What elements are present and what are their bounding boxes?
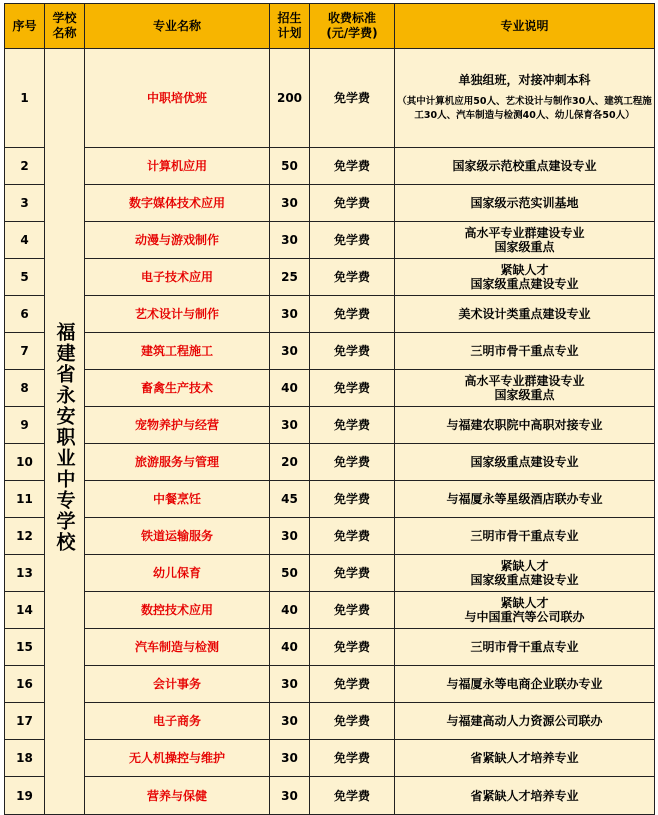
row-number: 3: [5, 185, 45, 222]
row-number: 15: [5, 629, 45, 666]
table-row: [5, 703, 655, 740]
description-line: 国家级示范实训基地: [470, 196, 579, 210]
header-school-line2: 名称: [52, 26, 77, 40]
header-no: 序号: [5, 4, 45, 49]
description-line: 与福建农职院中高职对接专业: [446, 418, 603, 432]
major-name: 汽车制造与检测: [85, 629, 270, 666]
major-description: [395, 444, 655, 481]
tuition-fee: 免学费: [310, 666, 395, 703]
table-row: [5, 259, 655, 296]
row-number: 7: [5, 333, 45, 370]
major-description: [395, 481, 655, 518]
row-number: 11: [5, 481, 45, 518]
major-description: [395, 185, 655, 222]
table-row: [5, 185, 655, 222]
header-school: [45, 4, 85, 49]
description-line: 省紧缺人才培养专业: [470, 751, 579, 765]
row-number: 16: [5, 666, 45, 703]
major-description: [395, 629, 655, 666]
tuition-fee: 免学费: [310, 49, 395, 148]
major-name: 中餐烹饪: [85, 481, 270, 518]
major-description: [395, 703, 655, 740]
major-name: 电子商务: [85, 703, 270, 740]
description-line: 国家级重点建设专业: [470, 455, 579, 469]
enrollment-quota: 40: [270, 629, 310, 666]
major-name: 会计事务: [85, 666, 270, 703]
major-description: [395, 222, 655, 259]
description-line: 美术设计类重点建设专业: [458, 307, 591, 321]
major-name: 幼儿保育: [85, 555, 270, 592]
header-desc: 专业说明: [395, 4, 655, 49]
header-major: 专业名称: [85, 4, 270, 49]
major-description: [395, 777, 655, 815]
header-quota-line1: 招生: [277, 11, 302, 25]
enrollment-quota: 20: [270, 444, 310, 481]
table-body: [5, 49, 655, 815]
table-row: [5, 333, 655, 370]
major-description: [395, 666, 655, 703]
table-row: [5, 629, 655, 666]
row-number: 12: [5, 518, 45, 555]
header-row: [5, 4, 655, 49]
tuition-fee: 免学费: [310, 629, 395, 666]
tuition-fee: 免学费: [310, 703, 395, 740]
school-name: 福建省永安职业中专学校: [45, 49, 85, 815]
table-row: [5, 148, 655, 185]
header-quota: [270, 4, 310, 49]
major-name: 旅游服务与管理: [85, 444, 270, 481]
table-row: [5, 370, 655, 407]
major-description: [395, 518, 655, 555]
table-row: [5, 740, 655, 777]
row-number: 2: [5, 148, 45, 185]
tuition-fee: 免学费: [310, 259, 395, 296]
description-line: 高水平专业群建设专业: [464, 226, 585, 240]
enrollment-quota: 30: [270, 333, 310, 370]
description-line: 单独组班，对接冲刺本科: [458, 73, 591, 87]
description-note: （其中计算机应用50人、艺术设计与制作30人、建筑工程施工30人、汽车制造与检测40人、幼儿保育各50人）: [397, 96, 652, 121]
description-line: 国家级示范校重点建设专业: [452, 159, 597, 173]
description-line: 国家级重点建设专业: [470, 573, 579, 587]
table-row: [5, 777, 655, 815]
description-line: 紧缺人才: [500, 559, 549, 573]
table-row: [5, 296, 655, 333]
enrollment-quota: 30: [270, 222, 310, 259]
tuition-fee: 免学费: [310, 444, 395, 481]
enrollment-quota: 200: [270, 49, 310, 148]
tuition-fee: 免学费: [310, 370, 395, 407]
table-row: [5, 481, 655, 518]
major-name: 计算机应用: [85, 148, 270, 185]
enrollment-quota: 30: [270, 703, 310, 740]
enrollment-quota: 30: [270, 185, 310, 222]
major-name: 中职培优班: [85, 49, 270, 148]
description-line: 与福厦永等电商企业联办专业: [446, 677, 603, 691]
header-fee-line2: (元/学费): [326, 26, 378, 40]
major-description: [395, 555, 655, 592]
row-number: 18: [5, 740, 45, 777]
row-number: 17: [5, 703, 45, 740]
enrollment-quota: 30: [270, 777, 310, 815]
description-line: 三明市骨干重点专业: [470, 640, 579, 654]
major-name: 建筑工程施工: [85, 333, 270, 370]
tuition-fee: 免学费: [310, 333, 395, 370]
major-name: 动漫与游戏制作: [85, 222, 270, 259]
table-container: [4, 3, 655, 815]
major-description: [395, 296, 655, 333]
table-row: [5, 555, 655, 592]
tuition-fee: 免学费: [310, 555, 395, 592]
table-row: [5, 49, 655, 148]
major-name: 宠物养护与经营: [85, 407, 270, 444]
table-row: [5, 592, 655, 629]
description-line: 三明市骨干重点专业: [470, 529, 579, 543]
major-description: [395, 259, 655, 296]
enrollment-quota: 40: [270, 370, 310, 407]
description-line: 紧缺人才: [500, 596, 549, 610]
major-name: 无人机操控与维护: [85, 740, 270, 777]
enrollment-quota: 30: [270, 518, 310, 555]
major-name: 铁道运输服务: [85, 518, 270, 555]
description-line: 紧缺人才: [500, 263, 549, 277]
header-fee: [310, 4, 395, 49]
major-description: [395, 740, 655, 777]
major-name: 数控技术应用: [85, 592, 270, 629]
enrollment-quota: 50: [270, 148, 310, 185]
header-school-line1: 学校: [52, 11, 77, 25]
header-fee-line1: 收费标准: [327, 11, 376, 25]
tuition-fee: 免学费: [310, 296, 395, 333]
tuition-fee: 免学费: [310, 592, 395, 629]
description-line: 与福建高动人力资源公司联办: [446, 714, 603, 728]
major-name: 艺术设计与制作: [85, 296, 270, 333]
row-number: 1: [5, 49, 45, 148]
description-line: 高水平专业群建设专业: [464, 374, 585, 388]
row-number: 5: [5, 259, 45, 296]
major-description: [395, 592, 655, 629]
enrollment-quota: 25: [270, 259, 310, 296]
tuition-fee: 免学费: [310, 481, 395, 518]
enrollment-quota: 30: [270, 296, 310, 333]
enrollment-quota: 50: [270, 555, 310, 592]
row-number: 6: [5, 296, 45, 333]
description-line: 省紧缺人才培养专业: [470, 788, 579, 803]
major-name: 电子技术应用: [85, 259, 270, 296]
description-line: 三明市骨干重点专业: [470, 344, 579, 358]
enrollment-quota: 30: [270, 407, 310, 444]
row-number: 13: [5, 555, 45, 592]
row-number: 8: [5, 370, 45, 407]
tuition-fee: 免学费: [310, 777, 395, 815]
row-number: 14: [5, 592, 45, 629]
tuition-fee: 免学费: [310, 222, 395, 259]
major-description: [395, 49, 655, 148]
tuition-fee: 免学费: [310, 148, 395, 185]
row-number: 9: [5, 407, 45, 444]
row-number: 19: [5, 777, 45, 815]
description-line: 国家级重点: [494, 240, 555, 254]
header-quota-line2: 计划: [277, 26, 302, 40]
enrollment-quota: 30: [270, 666, 310, 703]
tuition-fee: 免学费: [310, 407, 395, 444]
enrollment-quota: 40: [270, 592, 310, 629]
tuition-fee: 免学费: [310, 740, 395, 777]
major-description: [395, 333, 655, 370]
row-number: 4: [5, 222, 45, 259]
description-line: 与福厦永等星级酒店联办专业: [446, 492, 603, 506]
table-row: [5, 518, 655, 555]
enrollment-quota: 45: [270, 481, 310, 518]
major-name: 畜禽生产技术: [85, 370, 270, 407]
major-description: [395, 407, 655, 444]
row-number: 10: [5, 444, 45, 481]
table-row: [5, 407, 655, 444]
enrollment-table: [4, 3, 655, 815]
tuition-fee: 免学费: [310, 185, 395, 222]
major-description: [395, 370, 655, 407]
table-row: [5, 222, 655, 259]
enrollment-quota: 30: [270, 740, 310, 777]
description-line: 国家级重点建设专业: [470, 277, 579, 291]
description-line: 与中国重汽等公司联办: [464, 610, 585, 624]
table-row: [5, 444, 655, 481]
major-name: 营养与保健: [85, 777, 270, 815]
description-line: 国家级重点: [494, 388, 555, 402]
table-row: [5, 666, 655, 703]
tuition-fee: 免学费: [310, 518, 395, 555]
major-name: 数字媒体技术应用: [85, 185, 270, 222]
major-description: [395, 148, 655, 185]
